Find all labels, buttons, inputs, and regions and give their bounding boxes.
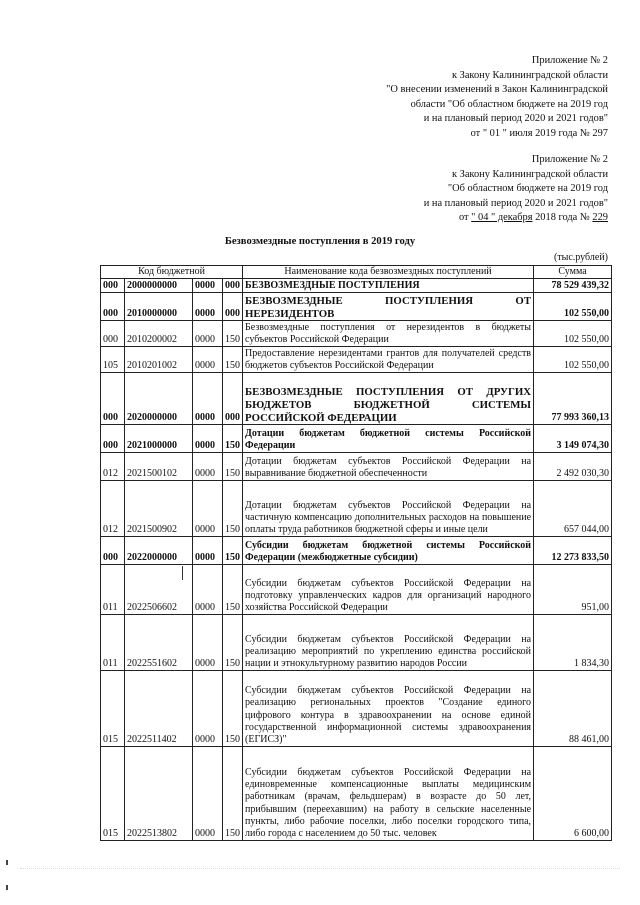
program-code-cell: 0000: [193, 293, 223, 321]
sum-cell: 6 600,00: [534, 747, 612, 841]
name-cell: Безвозмездные поступления от нерезидентов в бюджеты субъектов Российской Федерации: [243, 321, 534, 347]
amendment-header: [386, 54, 608, 142]
revenue-code-cell: 2022000000: [125, 537, 193, 565]
header-line: Приложение № 2: [531, 154, 608, 165]
admin-code-cell: 015: [101, 671, 125, 747]
name-cell: Субсидии бюджетам субъектов Российской Федерации на подготовку управленческих кадров для организаций народного хозяйства Российской Федерации: [243, 565, 534, 615]
sum-cell: 3 149 074,30: [534, 425, 612, 453]
economic-code-cell: 150: [223, 481, 243, 537]
program-code-cell: 0000: [193, 279, 223, 293]
table-row: [101, 425, 612, 453]
revenue-code-cell: 2010000000: [125, 293, 193, 321]
revenue-code-cell: 2021500102: [125, 453, 193, 481]
header-line: области "Об областном бюджете на 2019 год: [410, 98, 608, 110]
economic-code-cell: 150: [223, 347, 243, 373]
scan-speck: [6, 860, 8, 865]
table-row: [101, 481, 612, 537]
name-cell: Субсидии бюджетам субъектов Российской Федерации на реализацию региональных проектов "Создание единого цифрового контура в здравоохранении на основе единой государственной информационной системы здравоохранения (ЕГИСЗ)": [243, 671, 534, 747]
name-cell: Субсидии бюджетам бюджетной системы Российской Федерации (межбюджетные субсидии): [243, 537, 534, 565]
table-row: [101, 293, 612, 321]
program-code-cell: 0000: [193, 565, 223, 615]
economic-code-cell: 000: [223, 293, 243, 321]
sum-cell: 1 834,30: [534, 615, 612, 671]
table-row: [101, 373, 612, 425]
admin-code-cell: 000: [101, 293, 125, 321]
sum-cell: 88 461,00: [534, 671, 612, 747]
economic-code-cell: 150: [223, 425, 243, 453]
sum-cell: 102 550,00: [534, 321, 612, 347]
admin-code-cell: 000: [101, 373, 125, 425]
revenue-code-cell: 2022511402: [125, 671, 193, 747]
table-header-row: [101, 266, 612, 279]
table-row: [101, 671, 612, 747]
sum-cell: 78 529 439,32: [534, 279, 612, 293]
date-value: " 04 " декабря: [471, 212, 533, 224]
table-row: [101, 453, 612, 481]
header-line: Приложение № 2: [531, 55, 608, 66]
program-code-cell: 0000: [193, 615, 223, 671]
header-line: к Закону Калининградской области: [451, 168, 608, 180]
name-cell: Субсидии бюджетам субъектов Российской Федерации на реализацию мероприятий по укреплению единства российской нации и этнокультурному развитию народов России: [243, 615, 534, 671]
table-row: [101, 747, 612, 841]
name-cell: Дотации бюджетам субъектов Российской Федерации на выравнивание бюджетной обеспеченности: [243, 453, 534, 481]
economic-code-cell: 150: [223, 747, 243, 841]
header-line: и на плановый период 2020 и 2021 годов": [423, 197, 608, 209]
scan-noise: [20, 868, 620, 875]
page-title: Безвозмездные поступления в 2019 году: [224, 236, 416, 247]
program-code-cell: 0000: [193, 347, 223, 373]
name-cell: Предоставление нерезидентами грантов для получателей средств бюджетов субъектов Российской Федерации: [243, 347, 534, 373]
program-code-cell: 0000: [193, 425, 223, 453]
sum-cell: 951,00: [534, 565, 612, 615]
admin-code-cell: 000: [101, 279, 125, 293]
program-code-cell: 0000: [193, 747, 223, 841]
table-row: [101, 565, 612, 615]
sum-cell: 12 273 833,50: [534, 537, 612, 565]
table-row: [101, 615, 612, 671]
economic-code-cell: 000: [223, 373, 243, 425]
economic-code-cell: 150: [223, 615, 243, 671]
date-prefix: от: [458, 212, 472, 224]
revenue-code-cell: 2021000000: [125, 425, 193, 453]
sum-cell: 77 993 360,13: [534, 373, 612, 425]
revenue-code-cell: 2022513802: [125, 747, 193, 841]
date-mid: 2018 года №: [532, 212, 593, 224]
sum-cell: 2 492 030,30: [534, 453, 612, 481]
admin-code-cell: 105: [101, 347, 125, 373]
code-header: Код бюджетной: [101, 266, 243, 279]
name-cell: Дотации бюджетам бюджетной системы Российской Федерации: [243, 425, 534, 453]
economic-code-cell: 150: [223, 321, 243, 347]
scan-speck: [6, 885, 8, 890]
program-code-cell: 0000: [193, 537, 223, 565]
table-row: [101, 321, 612, 347]
economic-code-cell: 150: [223, 453, 243, 481]
revenue-code-cell: 2022506602: [125, 565, 193, 615]
admin-code-cell: 011: [101, 615, 125, 671]
header-line: и на плановый период 2020 и 2021 годов": [423, 113, 608, 125]
sum-cell: 657 044,00: [534, 481, 612, 537]
admin-code-cell: 012: [101, 453, 125, 481]
program-code-cell: 0000: [193, 481, 223, 537]
program-code-cell: 0000: [193, 453, 223, 481]
economic-code-cell: 150: [223, 537, 243, 565]
admin-code-cell: 012: [101, 481, 125, 537]
revenue-table: [100, 265, 612, 841]
admin-code-cell: 015: [101, 747, 125, 841]
sum-cell: 102 550,00: [534, 293, 612, 321]
name-cell: БЕЗВОЗМЕЗДНЫЕ ПОСТУПЛЕНИЯ ОТ ДРУГИХ БЮДЖЕТОВ БЮДЖЕТНОЙ СИСТЕМЫ РОССИЙСКОЙ ФЕДЕРАЦИИ: [243, 373, 534, 425]
revenue-code-cell: 2022551602: [125, 615, 193, 671]
original-header: [424, 153, 608, 226]
admin-code-cell: 000: [101, 537, 125, 565]
name-cell: Дотации бюджетам субъектов Российской Федерации на частичную компенсацию дополнительных расходов на повышение оплаты труда работников бюджетной сферы и иные цели: [243, 481, 534, 537]
header-line: "О внесении изменений в Закон Калининградской: [386, 84, 608, 96]
program-code-cell: 0000: [193, 373, 223, 425]
header-line: от " 01 " июля 2019 года № 297: [470, 127, 608, 139]
law-number: 229: [592, 212, 608, 224]
revenue-code-cell: 2020000000: [125, 373, 193, 425]
admin-code-cell: 011: [101, 565, 125, 615]
table-row: [101, 537, 612, 565]
header-line: к Закону Калининградской области: [451, 69, 608, 81]
table-row: [101, 347, 612, 373]
name-cell: БЕЗВОЗМЕЗДНЫЕ ПОСТУПЛЕНИЯ ОТ НЕРЕЗИДЕНТОВ: [243, 293, 534, 321]
revenue-code-cell: 2000000000: [125, 279, 193, 293]
program-code-cell: 0000: [193, 321, 223, 347]
economic-code-cell: 150: [223, 565, 243, 615]
program-code-cell: 0000: [193, 671, 223, 747]
admin-code-cell: 000: [101, 425, 125, 453]
unit-label: (тыс.рублей): [553, 252, 608, 263]
name-header: Наименование кода безвозмездных поступлений: [243, 266, 534, 279]
revenue-code-cell: 2010200002: [125, 321, 193, 347]
header-date-line: [424, 211, 608, 226]
revenue-code-cell: 2021500902: [125, 481, 193, 537]
sum-header: Сумма: [534, 266, 612, 279]
admin-code-cell: 000: [101, 321, 125, 347]
economic-code-cell: 150: [223, 671, 243, 747]
name-cell: БЕЗВОЗМЕЗДНЫЕ ПОСТУПЛЕНИЯ: [243, 279, 534, 293]
scan-mark: [182, 566, 183, 580]
sum-cell: 102 550,00: [534, 347, 612, 373]
table-row: [101, 279, 612, 293]
name-cell: Субсидии бюджетам субъектов Российской Федерации на единовременные компенсационные выплаты медицинским работникам (врачам, фельдшерам) в возрасте до 50 лет, прибывшим (переехавшим) на работу в сельские населенные пункты, либо рабочие поселки, либо поселки городского типа, либо города с населением до 50 тыс. человек: [243, 747, 534, 841]
revenue-code-cell: 2010201002: [125, 347, 193, 373]
economic-code-cell: 000: [223, 279, 243, 293]
header-line: "Об областном бюджете на 2019 год: [447, 183, 608, 195]
